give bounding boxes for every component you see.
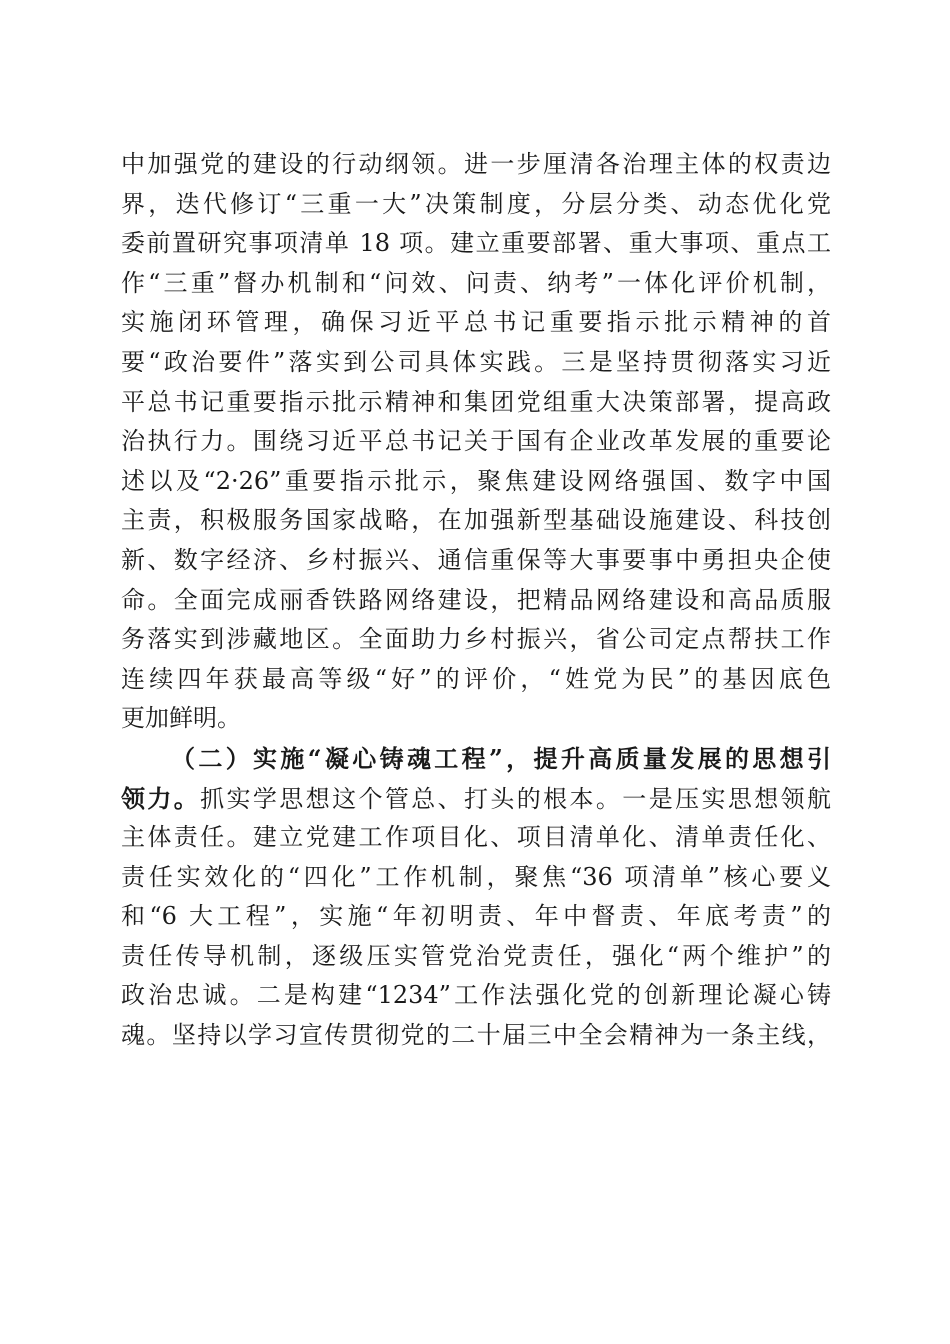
text-run: 抓实学思想这个管总、打头的根本。一是压实思想领航 (200, 784, 831, 813)
text-line: 委前置研究事项清单 18 项。建立重要部署、重大事项、重点工 (121, 229, 831, 258)
document-body (121, 145, 831, 1056)
text-line: 要“政治要件”落实到公司具体实践。三是坚持贯彻落实习近 (121, 347, 831, 376)
text-line: 魂。坚持以学习宣传贯彻党的二十届三中全会精神为一条主线， (121, 1021, 831, 1050)
text-line: 连续四年获最高等级“好”的评价，“姓党为民”的基因底色 (121, 664, 831, 693)
text-line: 作“三重”督办机制和“问效、问责、纳考”一体化评价机制， (121, 268, 831, 297)
text-line (121, 779, 831, 819)
text-line: 政治忠诚。二是构建“1234”工作法强化党的创新理论凝心铸 (121, 981, 831, 1010)
text-line: 责任实效化的“四化”工作机制，聚焦“36 项清单”核心要义 (121, 862, 831, 891)
text-line: 和“6 大工程”，实施“年初明责、年中督责、年底考责”的 (121, 902, 831, 931)
text-line: 务落实到涉藏地区。全面助力乡村振兴，省公司定点帮扶工作 (121, 625, 831, 654)
text-line: 新、数字经济、乡村振兴、通信重保等大事要事中勇担央企使 (121, 545, 831, 574)
text-line: 实施闭环管理，确保习近平总书记重要指示批示精神的首 (121, 308, 831, 337)
section-heading: （二）实施“凝心铸魂工程”，提升高质量发展的思想引 (171, 743, 831, 773)
text-line: 命。全面完成丽香铁路网络建设，把精品网络建设和高品质服 (121, 585, 831, 614)
text-line: 述以及“2·26”重要指示批示，聚焦建设网络强国、数字中国 (121, 466, 831, 495)
text-line: 中加强党的建设的行动纲领。进一步厘清各治理主体的权责边 (121, 150, 831, 178)
text-line: 界，迭代修订“三重一大”决策制度，分层分类、动态优化党 (121, 189, 831, 218)
section-heading-end: 领力。 (121, 783, 201, 813)
text-line: 责任传导机制，逐级压实管党治党责任，强化“两个维护”的 (121, 941, 831, 970)
text-line: 更加鲜明。 (121, 704, 241, 733)
text-line: 主体责任。建立党建工作项目化、项目清单化、清单责任化、 (121, 823, 831, 852)
text-line: 主责，积极服务国家战略，在加强新型基础设施建设、科技创 (121, 506, 831, 535)
text-line: 平总书记重要指示批示精神和集团党组重大决策部署，提高政 (121, 387, 831, 416)
text-line: 治执行力。围绕习近平总书记关于国有企业改革发展的重要论 (121, 427, 831, 456)
